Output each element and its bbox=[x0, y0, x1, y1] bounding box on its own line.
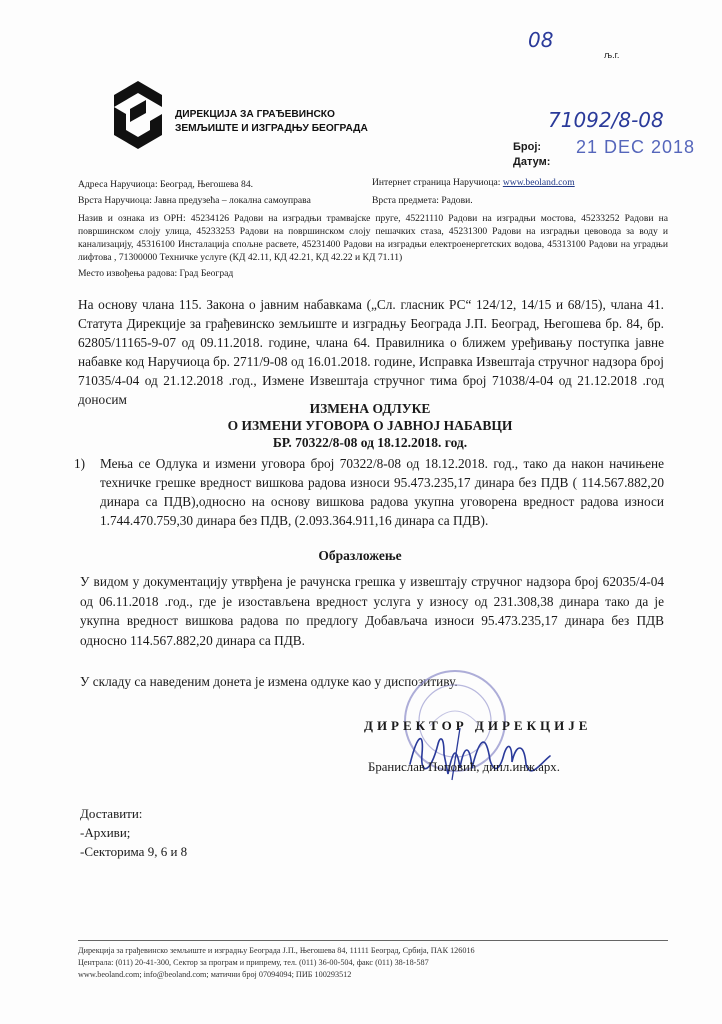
footer-line2: Централа: (011) 20-41-300, Сектор за програм и припрему, тел. (011) 36-00-504, факс (011) 38-18-587 bbox=[78, 958, 429, 967]
orn-codes: Назив и ознака из ОРН: 45234126 Радови на изградњи трамвајске пруге, 45221110 Радови на изградњи мостова, 45233252 Радови на површинском слоју улица, 45233253 Радови на површинском слоју пешачких стаза, 45231300 Радови на изградњи цевовода за воду и канализацију, 45316100 Инсталација спољне расвете, 45231400 Радови на изградњи електроенергетских водова, 45313100 Радови на уградњи лифтова , 71300000 Техничке услуге (КД 42.11, КД 42.21, КД 42.22 и КД 71.11) bbox=[78, 213, 668, 263]
reasoning-heading: Образложење bbox=[318, 548, 402, 563]
handwritten-initials: љ.г. bbox=[604, 50, 620, 60]
title-line3: БР. 70322/8-08 од 18.12.2018. год. bbox=[272, 435, 468, 450]
footer-line3: www.beoland.com; info@beoland.com; матични број 07094094; ПИБ 100293512 bbox=[78, 970, 352, 979]
org-name-line2: ЗЕМЉИШТЕ И ИЗГРАДЊУ БЕОГРАДА bbox=[175, 123, 368, 134]
subject-type: Врста предмета: Радови. bbox=[372, 195, 473, 206]
handwritten-number: 71092/8-08 bbox=[548, 108, 664, 132]
item-number: 1) bbox=[74, 456, 86, 471]
deliver-item: -Секторима 9, 6 и 8 bbox=[80, 844, 188, 859]
deliver-to bbox=[80, 804, 187, 861]
deliver-label: Доставити: bbox=[80, 806, 143, 821]
director-name: Бранислав Поповић, дипл.инж.арх. bbox=[368, 760, 560, 774]
conclusion-paragraph: У складу са наведеним донета је измена одлуке као у диспозитиву. bbox=[80, 674, 458, 689]
footer-line1: Дирекција за грађевинско земљиште и изградњу Београда Ј.П., Његошева 84, 11111 Београд, Србија, ПАК 126016 bbox=[78, 946, 475, 955]
website-prefix: Интернет страница Наручиоца: bbox=[372, 177, 503, 188]
address-line: Адреса Наручиоца: Београд, Његошева 84. bbox=[78, 179, 254, 190]
item-text: Мења се Одлука и измени уговора број 70322/8-08 од 18.12.2018. год., тако да након начињене техничке грешке вредност вишкова радова износи 95.473.235,17 динара без ПДВ ( 114.567.882,20 динара са ПДВ),односно на основу вишкова радова укупна уговорена вредност радова износи 1.744.470.759,30 динара без ПДВ, (2.093.364.911,16 динара са ПДВ). bbox=[100, 456, 664, 528]
title-line1: ИЗМЕНА ОДЛУКЕ bbox=[309, 401, 431, 416]
deliver-item: -Архиви; bbox=[80, 825, 131, 840]
date-stamp: 21 DEC 2018 bbox=[576, 137, 696, 157]
procurer-type: Врста Наручиоца: Јавна предузећа – локална самоуправа bbox=[78, 195, 311, 206]
beoland-logo-icon bbox=[110, 73, 166, 153]
datum-label: Датум: bbox=[513, 156, 551, 168]
title-line2: О ИЗМЕНИ УГОВОРА О ЈАВНОЈ НАБАВЦИ bbox=[227, 418, 513, 433]
intro-paragraph: На основу члана 115. Закона о јавним набавкама („Сл. гласник РС“ 124/12, 14/15 и 68/15), члана 41. Статута Дирекције за грађевинско земљиште и изградњу Београда Ј.П. Београд, Његошева бр. 84, бр. 62805/11165-9-07 од 09.11.2018. године, члана 64. Правилника о ближем уређивању поступка јавне набавке код Наручиоца бр. 2711/9-08 од 16.01.2018. године, Исправка Извештаја стручног надзора број 71035/4-04 од 21.12.2018 .год., Измене Извештаја стручног тима број 71038/4-04 од 21.12.2018 .год доносим bbox=[78, 297, 664, 407]
document-title bbox=[200, 400, 540, 451]
footer bbox=[78, 945, 475, 981]
work-location: Место извођења радова: Град Београд bbox=[78, 268, 234, 279]
reasoning-paragraph: У видом у документацију утврђена је рачунска грешка у извештају стручног надзора број 62035/4-04 од 06.11.2018 .год., где је изостављена вредност услуга у износу од 231.308,38 динара тако да је укупна вредност вишкова радова по предлогу Добављача износи 95.473.235,17 динара без ПДВ односно 114.567.882,20 динара са ПДВ. bbox=[80, 574, 664, 648]
signature-title: ДИРЕКТОР ДИРЕКЦИЈЕ bbox=[364, 718, 592, 733]
broj-label: Број: bbox=[513, 141, 542, 153]
handwritten-page-number: 08 bbox=[528, 28, 554, 52]
website-link[interactable]: www.beoland.com bbox=[502, 177, 575, 188]
org-name bbox=[175, 108, 368, 136]
footer-divider bbox=[78, 940, 668, 941]
org-name-line1: ДИРЕКЦИЈА ЗА ГРАЂЕВИНСКО bbox=[175, 109, 335, 120]
website-line bbox=[372, 176, 575, 189]
